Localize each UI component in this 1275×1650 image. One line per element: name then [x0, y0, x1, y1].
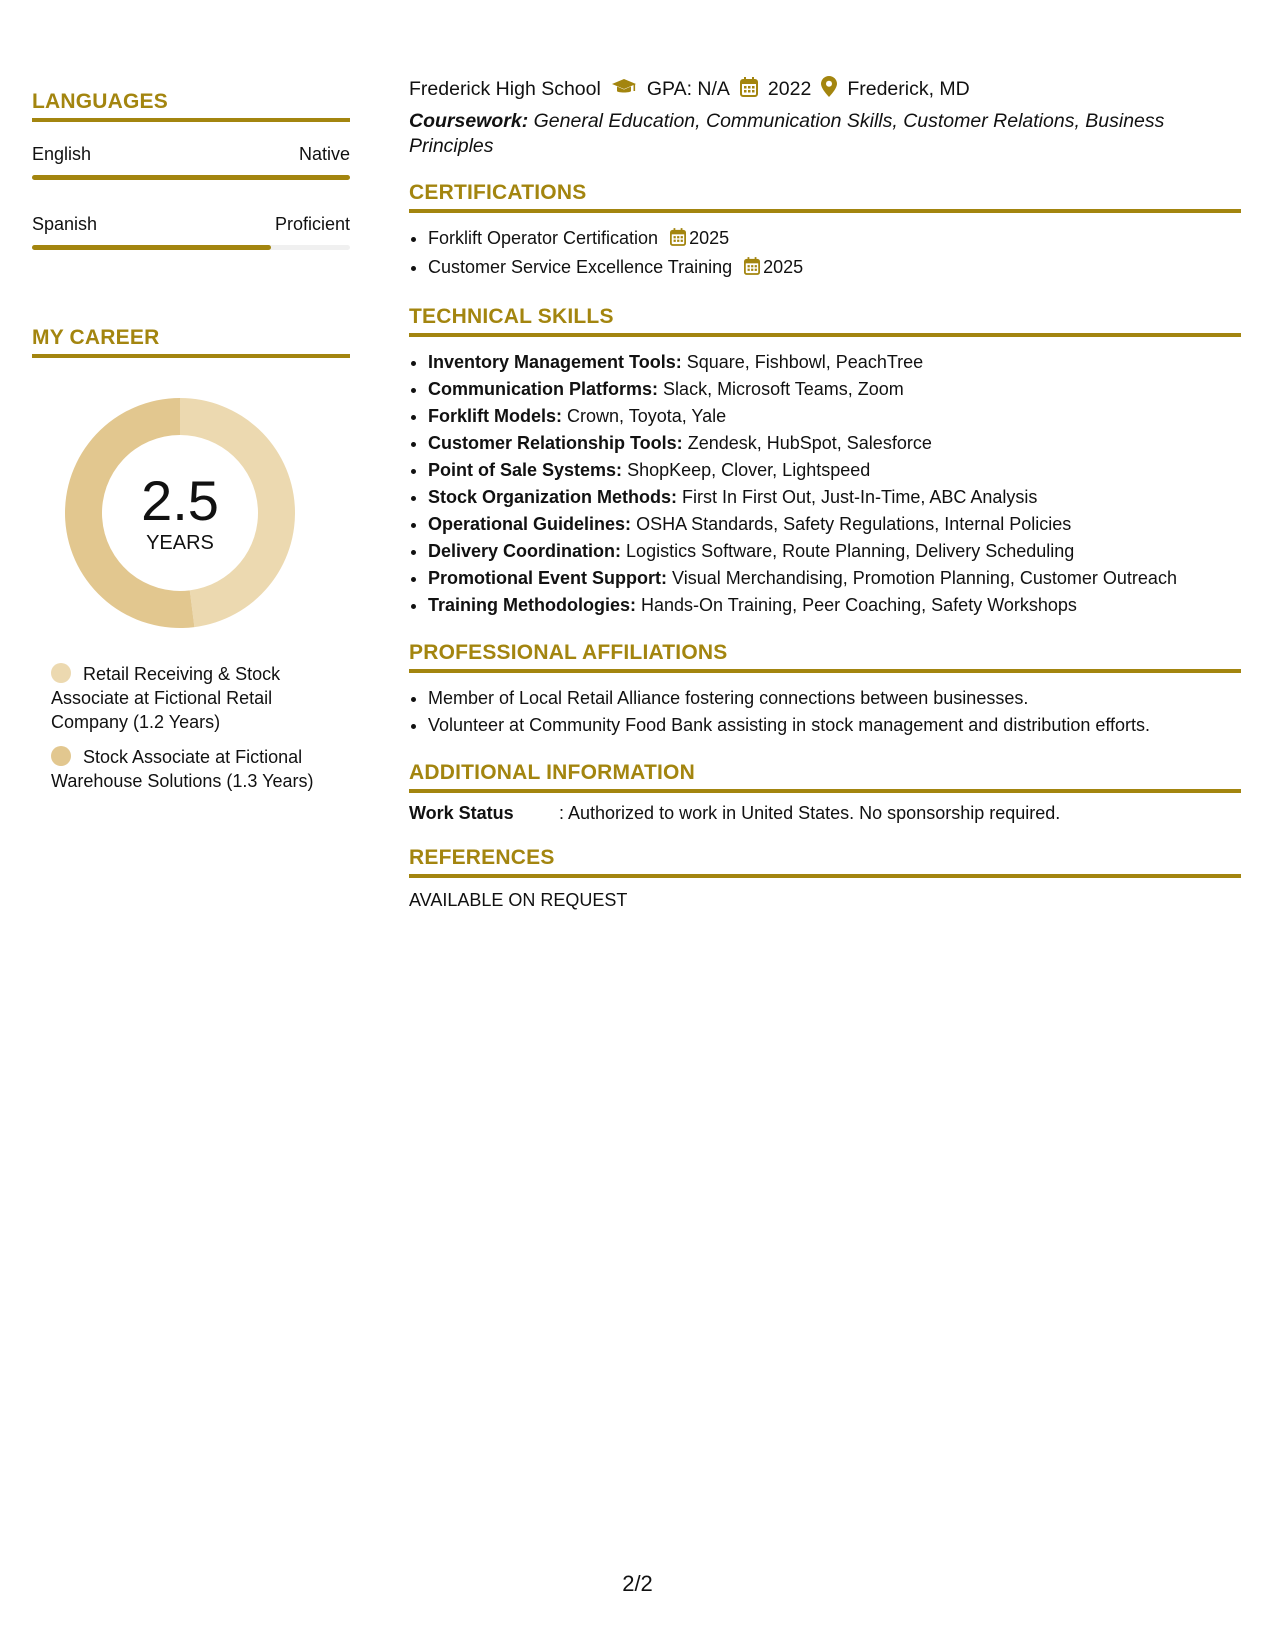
left-column — [32, 90, 350, 804]
coursework — [409, 109, 1241, 159]
gpa: GPA: N/A — [646, 78, 730, 100]
technical-skills-section — [409, 305, 1241, 619]
certifications-title: CERTIFICATIONS — [409, 181, 1241, 213]
legend-dot — [51, 746, 71, 766]
skill-item — [428, 592, 1241, 619]
languages-title: LANGUAGES — [32, 90, 350, 122]
certification-item — [428, 254, 1241, 283]
additional-info-section — [409, 761, 1241, 824]
skill-value: Slack, Microsoft Teams, Zoom — [663, 379, 904, 399]
certification-year: 2025 — [763, 257, 804, 277]
career-legend — [32, 662, 350, 793]
skill-label: Point of Sale Systems: — [428, 460, 623, 480]
language-proficiency-fill — [32, 175, 350, 180]
skill-label: Communication Platforms: — [428, 379, 659, 399]
references-title: REFERENCES — [409, 846, 1241, 878]
languages-list — [32, 144, 350, 250]
map-pin-icon — [821, 76, 837, 103]
references-section — [409, 846, 1241, 911]
skill-value: First In First Out, Just-In-Time, ABC Analysis — [682, 487, 1038, 507]
certifications-list — [409, 225, 1241, 283]
career-role-label: Stock Associate at Fictional Warehouse Solutions (1.3 Years) — [51, 747, 314, 791]
graduation-cap-icon — [611, 78, 637, 102]
language-level: Native — [298, 144, 350, 164]
skill-value: Crown, Toyota, Yale — [567, 406, 727, 426]
affiliations-section — [409, 641, 1241, 739]
technical-skills-list — [409, 349, 1241, 619]
skill-value: Square, Fishbowl, PeachTree — [686, 352, 924, 372]
certification-name: Customer Service Excellence Training — [428, 257, 733, 277]
language-proficiency-bar — [32, 245, 350, 250]
skill-label: Training Methodologies: — [428, 595, 636, 615]
skill-item — [428, 376, 1241, 403]
skill-label: Forklift Models: — [428, 406, 562, 426]
technical-skills-title: TECHNICAL SKILLS — [409, 305, 1241, 337]
skill-item — [428, 484, 1241, 511]
calendar-icon — [744, 256, 760, 283]
skill-value: Visual Merchandising, Promotion Planning, Customer Outreach — [672, 568, 1177, 588]
references-text: AVAILABLE ON REQUEST — [409, 890, 628, 910]
language-item — [32, 214, 350, 250]
skill-label: Inventory Management Tools: — [428, 352, 682, 372]
certifications-section — [409, 181, 1241, 283]
skill-item — [428, 403, 1241, 430]
education-line — [409, 76, 1241, 103]
skill-item — [428, 565, 1241, 592]
affiliation-item: • Member of Local Retail Alliance fostering connections between businesses. — [428, 685, 1241, 712]
work-status-label: Work Status — [409, 803, 514, 823]
coursework-label: Coursework: — [409, 110, 529, 132]
career-role-label: Retail Receiving & Stock Associate at Fictional Retail Company (1.2 Years) — [51, 664, 281, 732]
skill-item — [428, 430, 1241, 457]
skill-value: Hands-On Training, Peer Coaching, Safety Workshops — [641, 595, 1077, 615]
career-donut-chart — [65, 398, 295, 628]
right-column — [409, 76, 1241, 911]
career-section — [32, 326, 350, 793]
career-total-unit: YEARS — [146, 531, 214, 554]
skill-label: Customer Relationship Tools: — [428, 433, 683, 453]
language-name: English — [32, 144, 92, 164]
coursework-text: General Education, Communication Skills, Customer Relations, Business Principles — [409, 110, 1165, 157]
language-item — [32, 144, 350, 180]
legend-dot — [51, 663, 71, 683]
career-legend-item — [51, 662, 350, 734]
skill-value: OSHA Standards, Safety Regulations, Internal Policies — [636, 514, 1072, 534]
additional-info-title: ADDITIONAL INFORMATION — [409, 761, 1241, 793]
skill-item — [428, 457, 1241, 484]
school-location: Frederick, MD — [847, 78, 970, 100]
certification-item — [428, 225, 1241, 254]
skill-label: Operational Guidelines: — [428, 514, 632, 534]
school-name: Frederick High School — [409, 78, 601, 100]
career-title: MY CAREER — [32, 326, 350, 358]
skill-label: Stock Organization Methods: — [428, 487, 678, 507]
affiliation-item: • Volunteer at Community Food Bank assisting in stock management and distribution efforts. — [428, 712, 1241, 739]
skill-item — [428, 538, 1241, 565]
language-level: Proficient — [274, 214, 350, 234]
language-proficiency-bar — [32, 175, 350, 180]
career-legend-item — [51, 745, 350, 793]
skill-value: Zendesk, HubSpot, Salesforce — [687, 433, 932, 453]
skill-label: Promotional Event Support: — [428, 568, 668, 588]
skill-value: Logistics Software, Route Planning, Delivery Scheduling — [626, 541, 1075, 561]
calendar-icon — [740, 77, 758, 103]
skill-label: Delivery Coordination: — [428, 541, 622, 561]
language-proficiency-fill — [32, 245, 271, 250]
work-status-row — [409, 803, 1241, 824]
page-number: 2/2 — [622, 1571, 653, 1596]
skill-item — [428, 511, 1241, 538]
career-total-years: 2.5 — [141, 468, 219, 532]
certification-name: Forklift Operator Certification — [428, 228, 659, 248]
language-name: Spanish — [32, 214, 98, 234]
certification-year: 2025 — [689, 228, 730, 248]
calendar-icon — [670, 227, 686, 254]
affiliations-list — [409, 685, 1241, 739]
skill-value: ShopKeep, Clover, Lightspeed — [627, 460, 871, 480]
affiliations-title: PROFESSIONAL AFFILIATIONS — [409, 641, 1241, 673]
work-status-value: : Authorized to work in United States. No sponsorship required. — [559, 803, 1061, 823]
graduation-year: 2022 — [767, 78, 812, 100]
skill-item — [428, 349, 1241, 376]
